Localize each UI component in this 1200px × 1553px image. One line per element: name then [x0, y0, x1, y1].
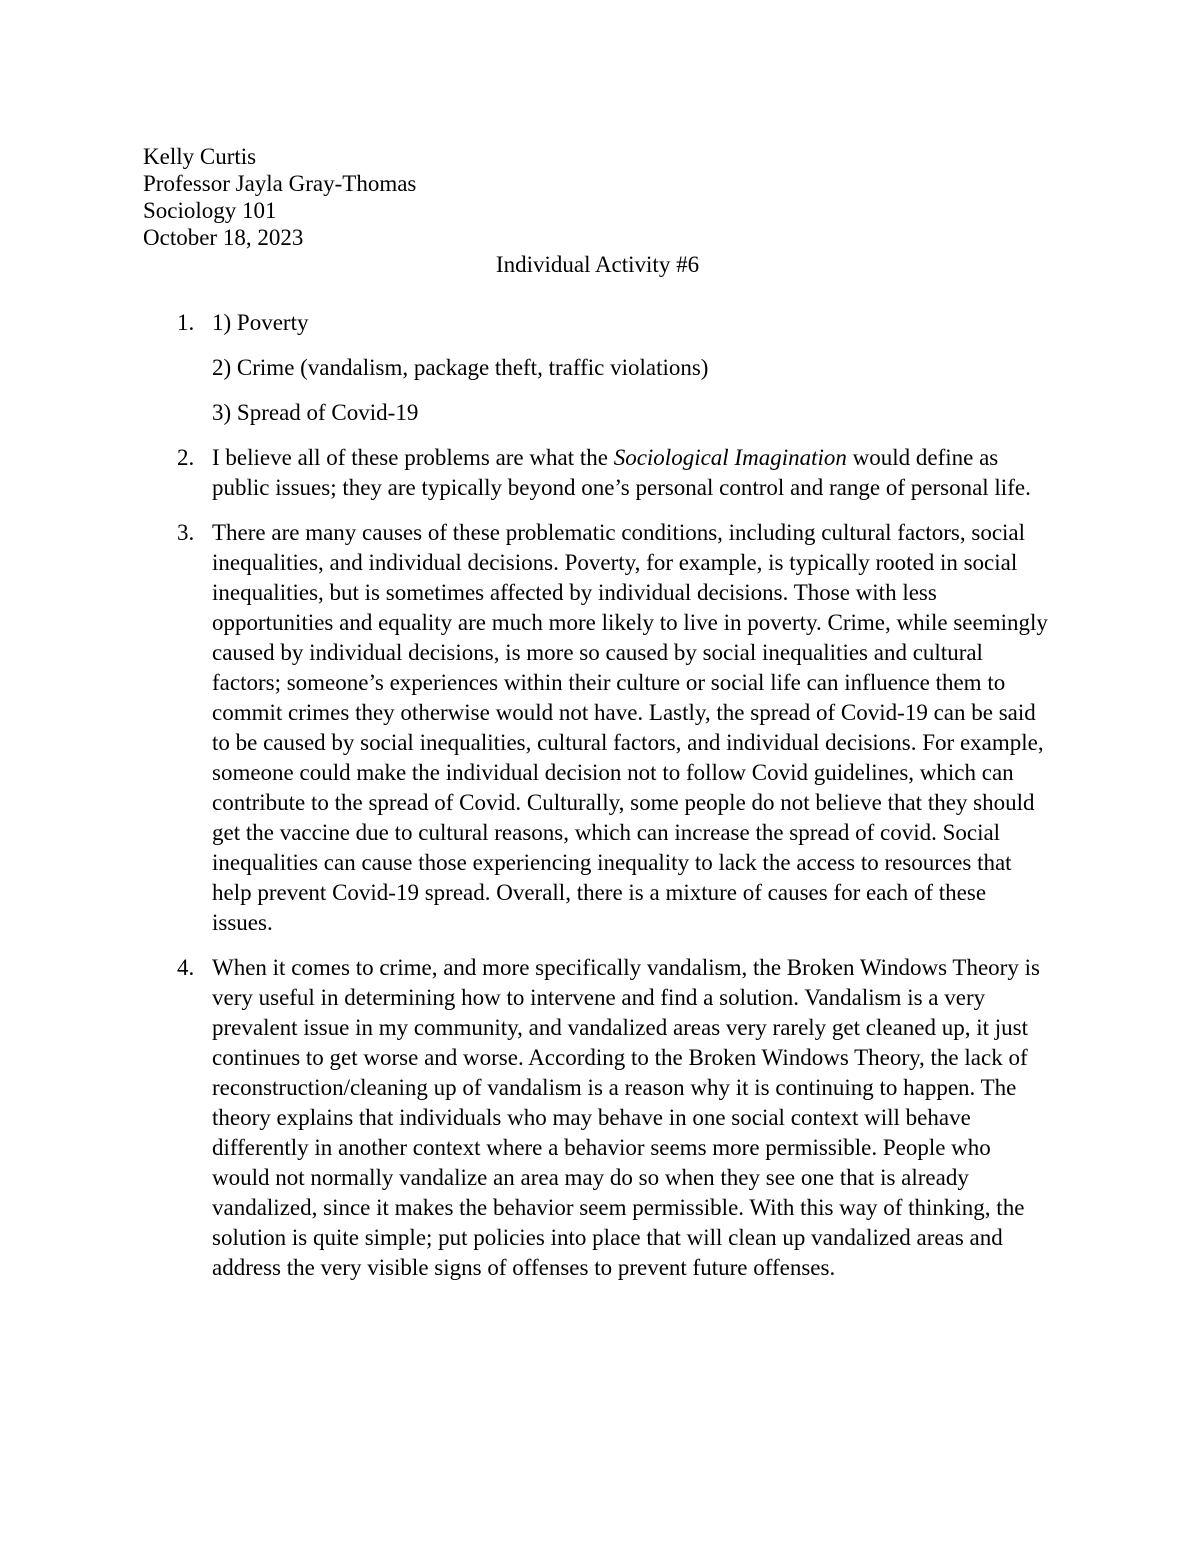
document-title: Individual Activity #6: [495, 252, 700, 277]
header-block: [143, 143, 1052, 251]
list-item-4-number: 4.: [177, 955, 195, 980]
sociological-imagination-paragraph: [212, 443, 1050, 503]
list-item-1-body: [212, 308, 1050, 428]
list-item-3-number: 3.: [177, 520, 195, 545]
list-item-3: [143, 518, 1052, 938]
list-item-1-number: 1.: [177, 310, 195, 335]
date-line: October 18, 2023: [143, 225, 304, 250]
list-item-2-body: [212, 443, 1050, 503]
list-item-4: [143, 953, 1052, 1283]
text-segment: would define as public issues; they are typically beyond one’s personal control and range of personal life.: [212, 445, 1031, 500]
list-item-2: [143, 443, 1052, 503]
course-line: Sociology 101: [143, 198, 277, 223]
causes-paragraph: There are many causes of these problematic conditions, including cultural factors, social inequalities, and individual decisions. Poverty, for example, is typically rooted in social inequalities, but is sometimes affected by individual decisions. Those with less opportunities and equality are much more likely to live in poverty. Crime, while seemingly caused by individual decisions, is more so caused by social inequalities and cultural factors; someone’s experiences within their culture or social life can influence them to commit crimes they otherwise would not have. Lastly, the spread of Covid-19 can be said to be caused by social inequalities, cultural factors, and individual decisions. For example, someone could make the individual decision not to follow Covid guidelines, which can contribute to the spread of Covid. Culturally, some people do not believe that they should get the vaccine due to cultural reasons, which can increase the spread of covid. Social inequalities can cause those experiencing inequality to lack the access to resources that help prevent Covid-19 spread. Overall, there is a mixture of causes for each of these issues.: [212, 520, 1048, 935]
text-segment: I believe all of these problems are what the: [212, 445, 614, 470]
broken-windows-paragraph: When it comes to crime, and more specifically vandalism, the Broken Windows Theory is very useful in determining how to intervene and find a solution. Vandalism is a very prevalent issue in my community, and vandalized areas very rarely get cleaned up, it just continues to get worse and worse. According to the Broken Windows Theory, the lack of reconstruction/cleaning up of vandalism is a reason why it is continuing to happen. The theory explains that individuals who may behave in one social context will behave differently in another context where a behavior seems more permissible. People who would not normally vandalize an area may do so when they see one that is already vandalized, since it makes the behavior seem permissible. With this way of thinking, the solution is quite simple; put policies into place that will clean up vandalized areas and address the very visible signs of offenses to prevent future offenses.: [212, 955, 1040, 1280]
sub-item-poverty: 1) Poverty: [212, 310, 309, 335]
sub-item-covid: 3) Spread of Covid-19: [212, 400, 419, 425]
italic-text-segment: Sociological Imagination: [613, 445, 847, 470]
professor-line: Professor Jayla Gray-Thomas: [143, 171, 417, 196]
sub-item-crime: 2) Crime (vandalism, package theft, traffic violations): [212, 355, 709, 380]
list-item-1: [143, 308, 1052, 428]
numbered-list: [143, 308, 1052, 1283]
list-item-4-body: [212, 953, 1050, 1283]
document-content: [143, 143, 1052, 1283]
author-line: Kelly Curtis: [143, 144, 257, 169]
list-item-3-body: [212, 518, 1050, 938]
list-item-2-number: 2.: [177, 445, 195, 470]
